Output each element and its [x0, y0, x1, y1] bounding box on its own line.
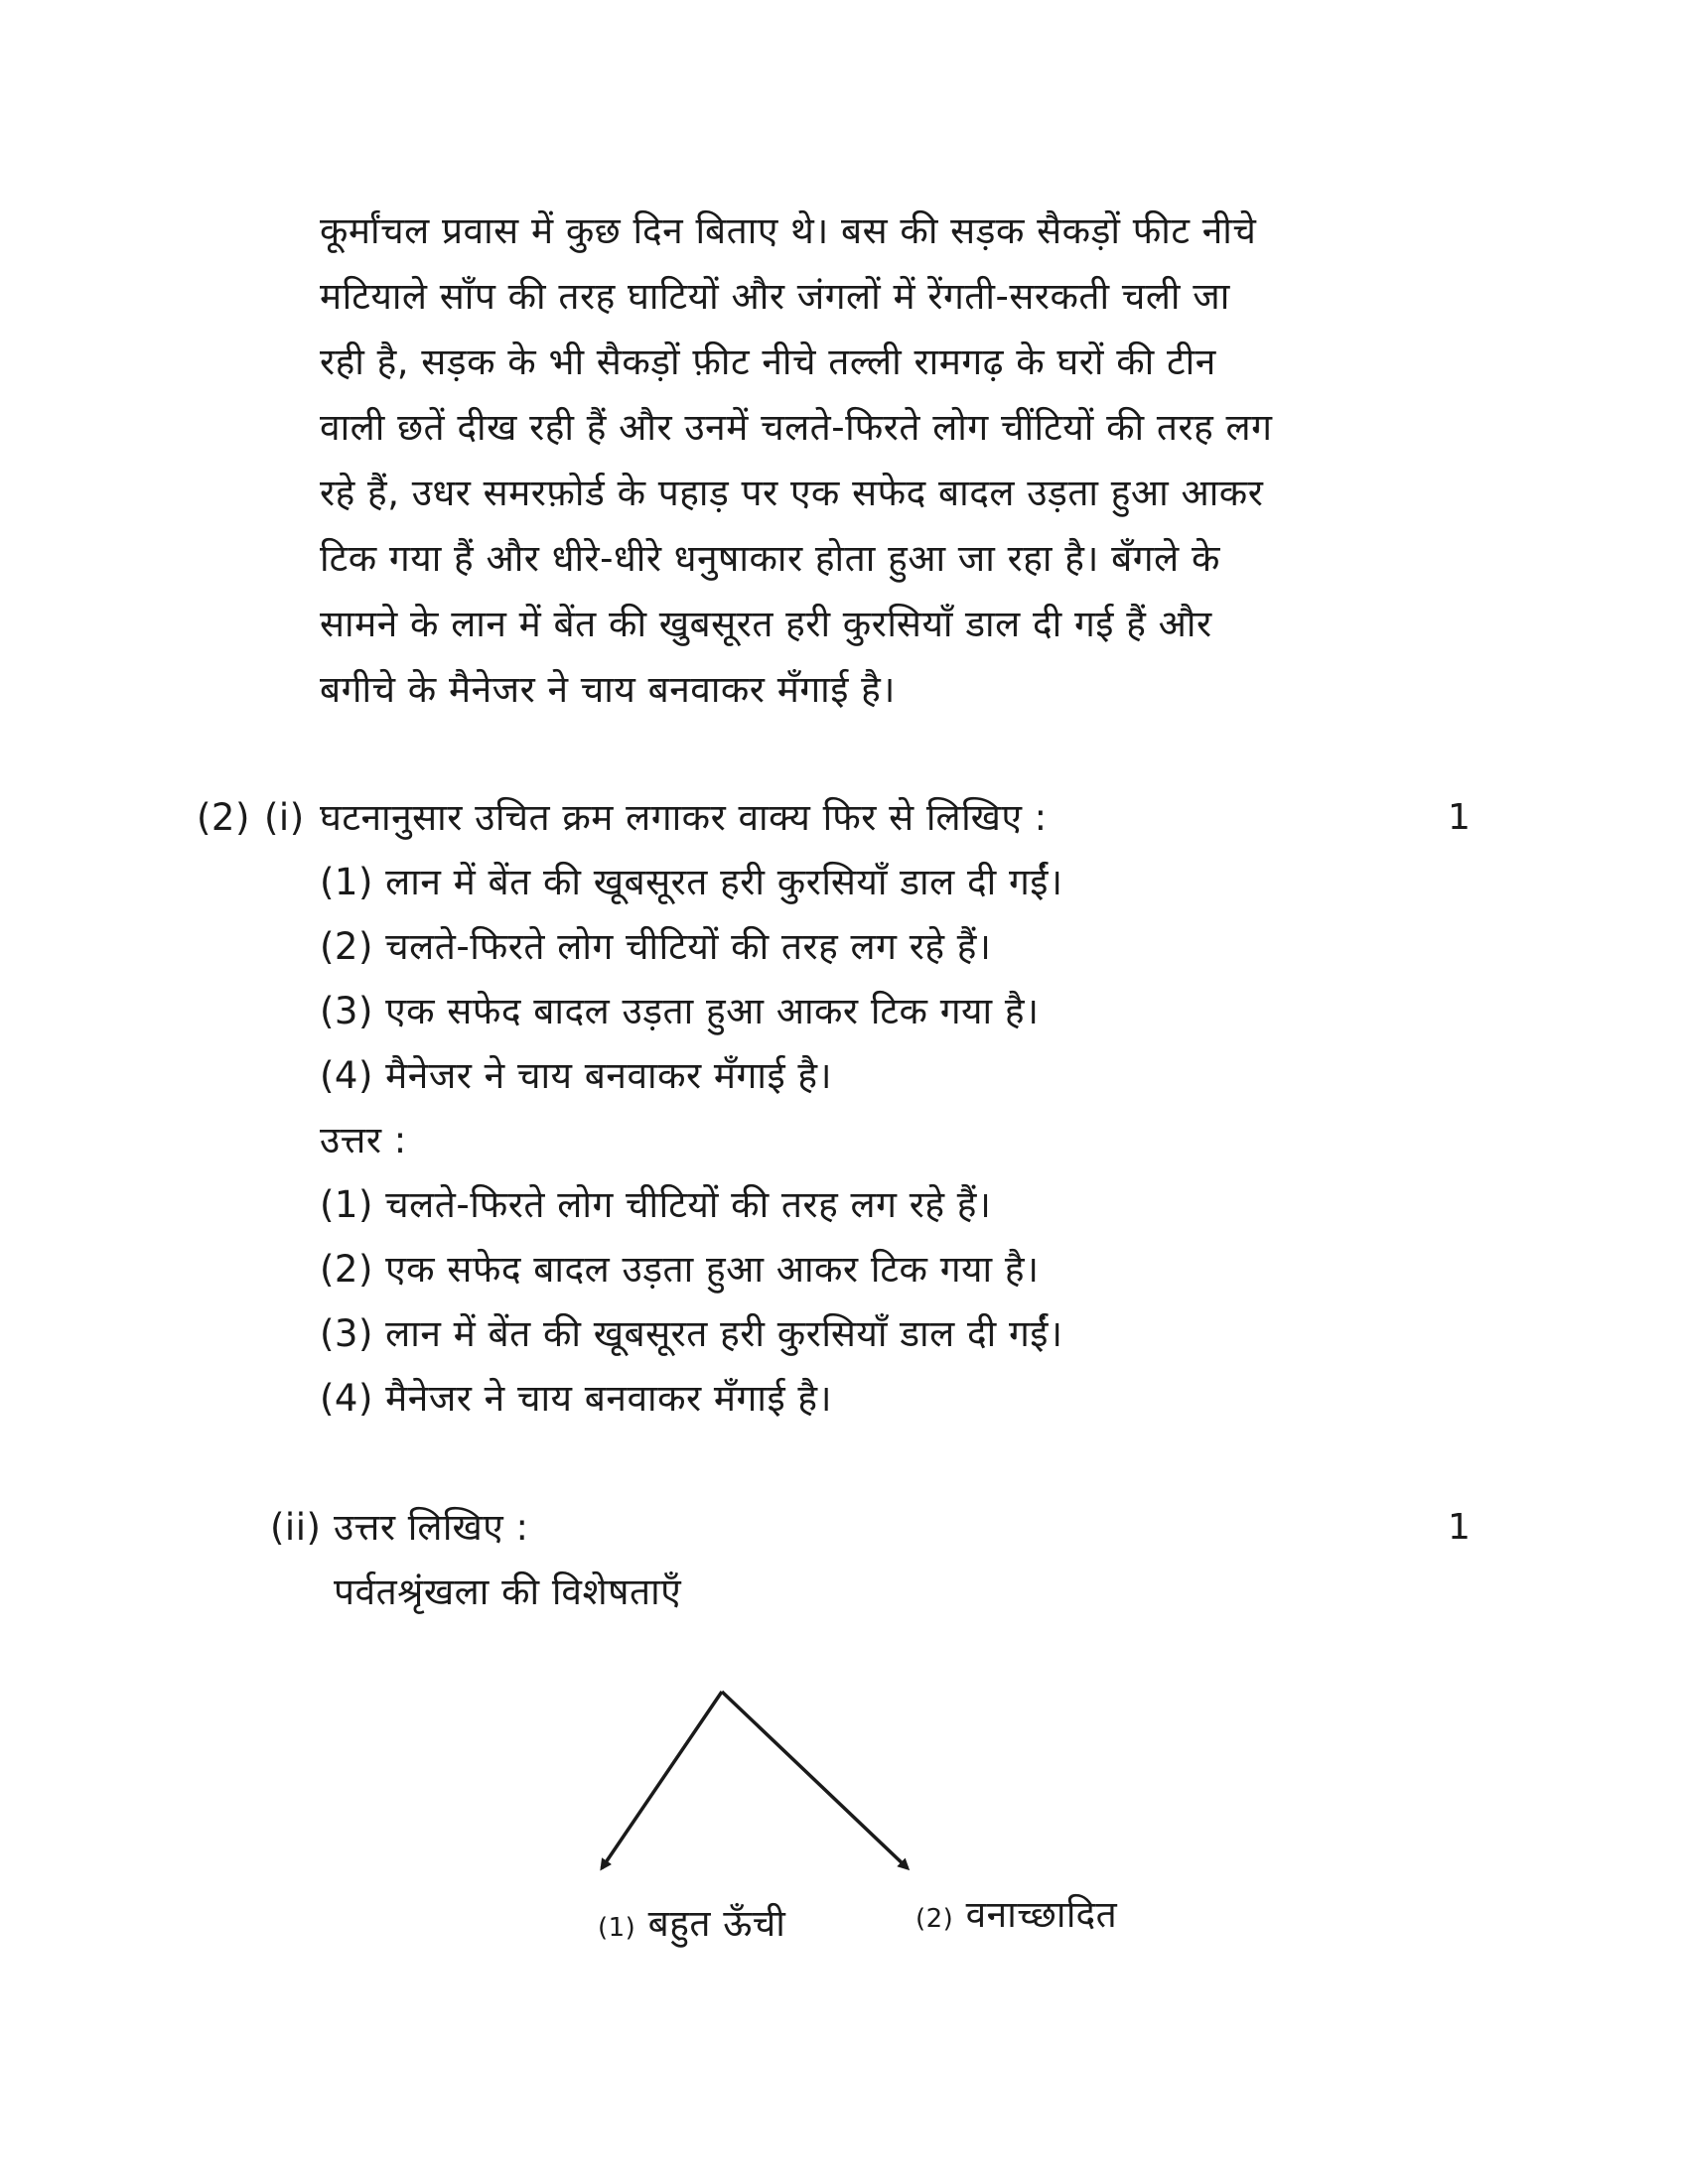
passage-line-7: सामने के लान में बेंत की खुबसूरत हरी कुरसियाँ डाल दी गई हैं और [320, 603, 1212, 645]
passage-line-6: टिक गया हैं और धीरे-धीरे धनुषाकार होता हुआ जा रहा है। बँगले के [320, 537, 1220, 580]
jumbled-item-4: (4) मैनेजर ने चाय बनवाकर मँगाई है। [320, 1054, 833, 1097]
left-arrow [602, 1692, 722, 1868]
passage-line-4: वाली छतें दीख रही हैं और उनमें चलते-फिरते लोग चींटियों की तरह लग [320, 406, 1273, 449]
question-number: (2) [197, 796, 250, 839]
answer-label: उत्तर : [320, 1119, 407, 1161]
branch-2-text: वनाच्छादित [965, 1893, 1118, 1936]
topic-heading: पर्वतश्रृंखला की विशेषताएँ [334, 1570, 682, 1613]
passage-line-8: बगीचे के मैनेजर ने चाय बनवाकर मँगाई है। [320, 668, 896, 711]
branch-2-number: (2) [915, 1904, 954, 1934]
branch-1-number: (1) [598, 1913, 636, 1943]
jumbled-item-2: (2) चलते-फिरते लोग चीटियों की तरह लग रहे हैं। [320, 925, 992, 968]
right-arrow [722, 1692, 908, 1868]
part-i-marks: 1 [1448, 797, 1471, 838]
jumbled-item-1: (1) लान में बेंत की खूबसूरत हरी कुरसियाँ डाल दी गईं। [320, 861, 1063, 903]
branch-1-label [598, 1900, 785, 1952]
jumbled-item-3: (3) एक सफेद बादल उड़ता हुआ आकर टिक गया है। [320, 990, 1040, 1032]
part-i-prompt: घटनानुसार उचित क्रम लगाकर वाक्य फिर से लिखिए : [320, 796, 1048, 839]
answer-item-2: (2) एक सफेद बादल उड़ता हुआ आकर टिक गया है। [320, 1248, 1040, 1291]
passage-line-5: रहे हैं, उधर समरफ़ोर्ड के पहाड़ पर एक सफेद बादल उड़ता हुआ आकर [320, 472, 1264, 514]
branch-1-text: बहुत ऊँची [647, 1902, 786, 1945]
part-ii-prompt: उत्तर लिखिए : [334, 1506, 529, 1549]
answer-item-1: (1) चलते-फिरते लोग चीटियों की तरह लग रहे हैं। [320, 1183, 992, 1226]
answer-item-4: (4) मैनेजर ने चाय बनवाकर मँगाई है। [320, 1377, 833, 1420]
branch-2-label [915, 1891, 1117, 1943]
part-ii-number: (ii) [270, 1506, 322, 1549]
passage-line-3: रही है, सड़क के भी सैकड़ों फ़ीट नीचे तल्ली रामगढ़ के घरों की टीन [320, 341, 1216, 383]
part-ii-marks: 1 [1448, 1507, 1471, 1548]
passage-line-2: मटियाले साँप की तरह घाटियों और जंगलों में रेंगती-सरकती चली जा [320, 275, 1230, 318]
answer-item-3: (3) लान में बेंत की खूबसूरत हरी कुरसियाँ डाल दी गईं। [320, 1312, 1063, 1355]
passage-line-1: कूर्मांचल प्रवास में कुछ दिन बिताए थे। बस की सड़क सैकड़ों फीट नीचे [320, 209, 1257, 252]
part-i-number: (i) [264, 796, 305, 839]
